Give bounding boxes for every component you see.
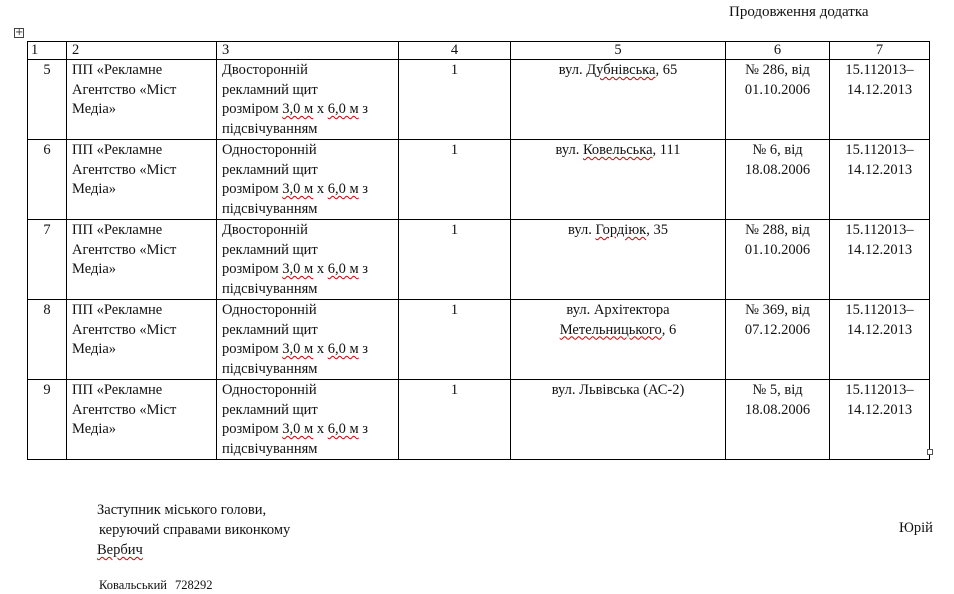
col-header-2: 2 bbox=[67, 42, 217, 60]
table-resize-handle[interactable] bbox=[927, 449, 933, 455]
address-street: Ковельська bbox=[582, 142, 653, 158]
validity-term: 15.112013– 14.12.2013 bbox=[830, 300, 930, 380]
permit-number-date: № 288, від 01.10.2006 bbox=[726, 220, 830, 300]
quantity: 1 bbox=[399, 140, 511, 220]
row-number: 9 bbox=[28, 380, 67, 460]
advertising-permits-table bbox=[27, 41, 930, 460]
billboard-description bbox=[217, 60, 399, 140]
address bbox=[511, 300, 726, 380]
row-number: 8 bbox=[28, 300, 67, 380]
table-row bbox=[28, 380, 930, 460]
row-number: 7 bbox=[28, 220, 67, 300]
validity-term: 15.112013– 14.12.2013 bbox=[830, 380, 930, 460]
billboard-description bbox=[217, 140, 399, 220]
row-number: 6 bbox=[28, 140, 67, 220]
company-name: ПП «Рекламне Агентство «Міст Медіа» bbox=[67, 300, 217, 380]
billboard-type: Односторонній рекламний щит розміром bbox=[222, 302, 318, 357]
col-header-6: 6 bbox=[726, 42, 830, 60]
quantity: 1 bbox=[399, 220, 511, 300]
size-separator: х bbox=[313, 261, 328, 277]
address-street: Дубнівська bbox=[586, 62, 656, 78]
col-header-1: 1 bbox=[28, 42, 67, 60]
col-header-5: 5 bbox=[511, 42, 726, 60]
validity-term: 15.112013– 14.12.2013 bbox=[830, 60, 930, 140]
company-name: ПП «Рекламне Агентство «Міст Медіа» bbox=[67, 220, 217, 300]
billboard-height: 6,0 м bbox=[327, 341, 359, 357]
billboard-lighting: з підсвічуванням bbox=[222, 181, 368, 217]
permit-number-date: № 369, від 07.12.2006 bbox=[726, 300, 830, 380]
billboard-lighting: з підсвічуванням bbox=[222, 261, 368, 297]
continuation-label: Продовження додатка bbox=[729, 4, 869, 20]
billboard-description bbox=[217, 380, 399, 460]
address-prefix: вул. bbox=[558, 62, 587, 78]
company-name: ПП «Рекламне Агентство «Міст Медіа» bbox=[67, 140, 217, 220]
company-name: ПП «Рекламне Агентство «Міст Медіа» bbox=[67, 380, 217, 460]
address bbox=[511, 60, 726, 140]
billboard-width: 3,0 м bbox=[282, 261, 314, 277]
size-separator: х bbox=[313, 341, 328, 357]
validity-term: 15.112013– 14.12.2013 bbox=[830, 220, 930, 300]
table-row bbox=[28, 60, 930, 140]
size-separator: х bbox=[313, 181, 328, 197]
billboard-width: 3,0 м bbox=[282, 101, 314, 117]
billboard-type: Односторонній рекламний щит розміром bbox=[222, 142, 318, 197]
address-suffix: , 35 bbox=[646, 222, 668, 238]
billboard-lighting: з підсвічуванням bbox=[222, 341, 368, 377]
quantity: 1 bbox=[399, 380, 511, 460]
billboard-width: 3,0 м bbox=[282, 181, 314, 197]
col-header-3: 3 bbox=[217, 42, 399, 60]
address bbox=[511, 380, 726, 460]
permit-number-date: № 286, від 01.10.2006 bbox=[726, 60, 830, 140]
table-row bbox=[28, 140, 930, 220]
billboard-width: 3,0 м bbox=[282, 421, 314, 437]
executor-name: Ковальський bbox=[99, 578, 167, 592]
table-move-handle-icon[interactable]: + bbox=[15, 27, 24, 38]
address-prefix: вул. Архітектора bbox=[566, 302, 670, 318]
signature-first-name: Юрій bbox=[899, 520, 933, 536]
quantity: 1 bbox=[399, 60, 511, 140]
validity-term: 15.112013– 14.12.2013 bbox=[830, 140, 930, 220]
address bbox=[511, 220, 726, 300]
signature-surname: Вербич bbox=[97, 542, 143, 558]
billboard-height: 6,0 м bbox=[327, 101, 359, 117]
executor-note bbox=[99, 578, 213, 593]
address-street: Гордіюк bbox=[595, 222, 647, 238]
billboard-type: Двосторонній рекламний щит розміром bbox=[222, 62, 318, 117]
billboard-width: 3,0 м bbox=[282, 341, 314, 357]
signature-block bbox=[97, 500, 290, 560]
table-row bbox=[28, 220, 930, 300]
billboard-type: Двосторонній рекламний щит розміром bbox=[222, 222, 318, 277]
address-suffix: , 65 bbox=[655, 62, 678, 78]
signature-position-line2: керуючий справами виконкому bbox=[99, 522, 291, 538]
address-prefix: вул. bbox=[568, 222, 596, 238]
billboard-height: 6,0 м bbox=[327, 421, 359, 437]
billboard-height: 6,0 м bbox=[327, 261, 359, 277]
address-prefix: вул. Львівська (АС-2) bbox=[551, 382, 685, 398]
row-number: 5 bbox=[28, 60, 67, 140]
col-header-4: 4 bbox=[399, 42, 511, 60]
permit-number-date: № 6, від 18.08.2006 bbox=[726, 140, 830, 220]
col-header-7: 7 bbox=[830, 42, 930, 60]
signature-position-line1: Заступник міського голови, bbox=[97, 502, 267, 518]
billboard-type: Односторонній рекламний щит розміром bbox=[222, 382, 318, 437]
size-separator: х bbox=[313, 421, 328, 437]
billboard-description bbox=[217, 300, 399, 380]
size-separator: х bbox=[313, 101, 328, 117]
table-row bbox=[28, 300, 930, 380]
address bbox=[511, 140, 726, 220]
billboard-lighting: з підсвічуванням bbox=[222, 101, 368, 137]
billboard-lighting: з підсвічуванням bbox=[222, 421, 368, 457]
quantity: 1 bbox=[399, 300, 511, 380]
billboard-description bbox=[217, 220, 399, 300]
billboard-height: 6,0 м bbox=[327, 181, 359, 197]
address-street: Метельницького bbox=[559, 321, 662, 338]
address-prefix: вул. bbox=[555, 142, 583, 158]
permit-number-date: № 5, від 18.08.2006 bbox=[726, 380, 830, 460]
address-suffix: , 6 bbox=[661, 321, 677, 338]
executor-phone: 728292 bbox=[175, 578, 213, 592]
company-name: ПП «Рекламне Агентство «Міст Медіа» bbox=[67, 60, 217, 140]
address-suffix: , 111 bbox=[652, 142, 681, 158]
table-header-row bbox=[28, 42, 930, 60]
